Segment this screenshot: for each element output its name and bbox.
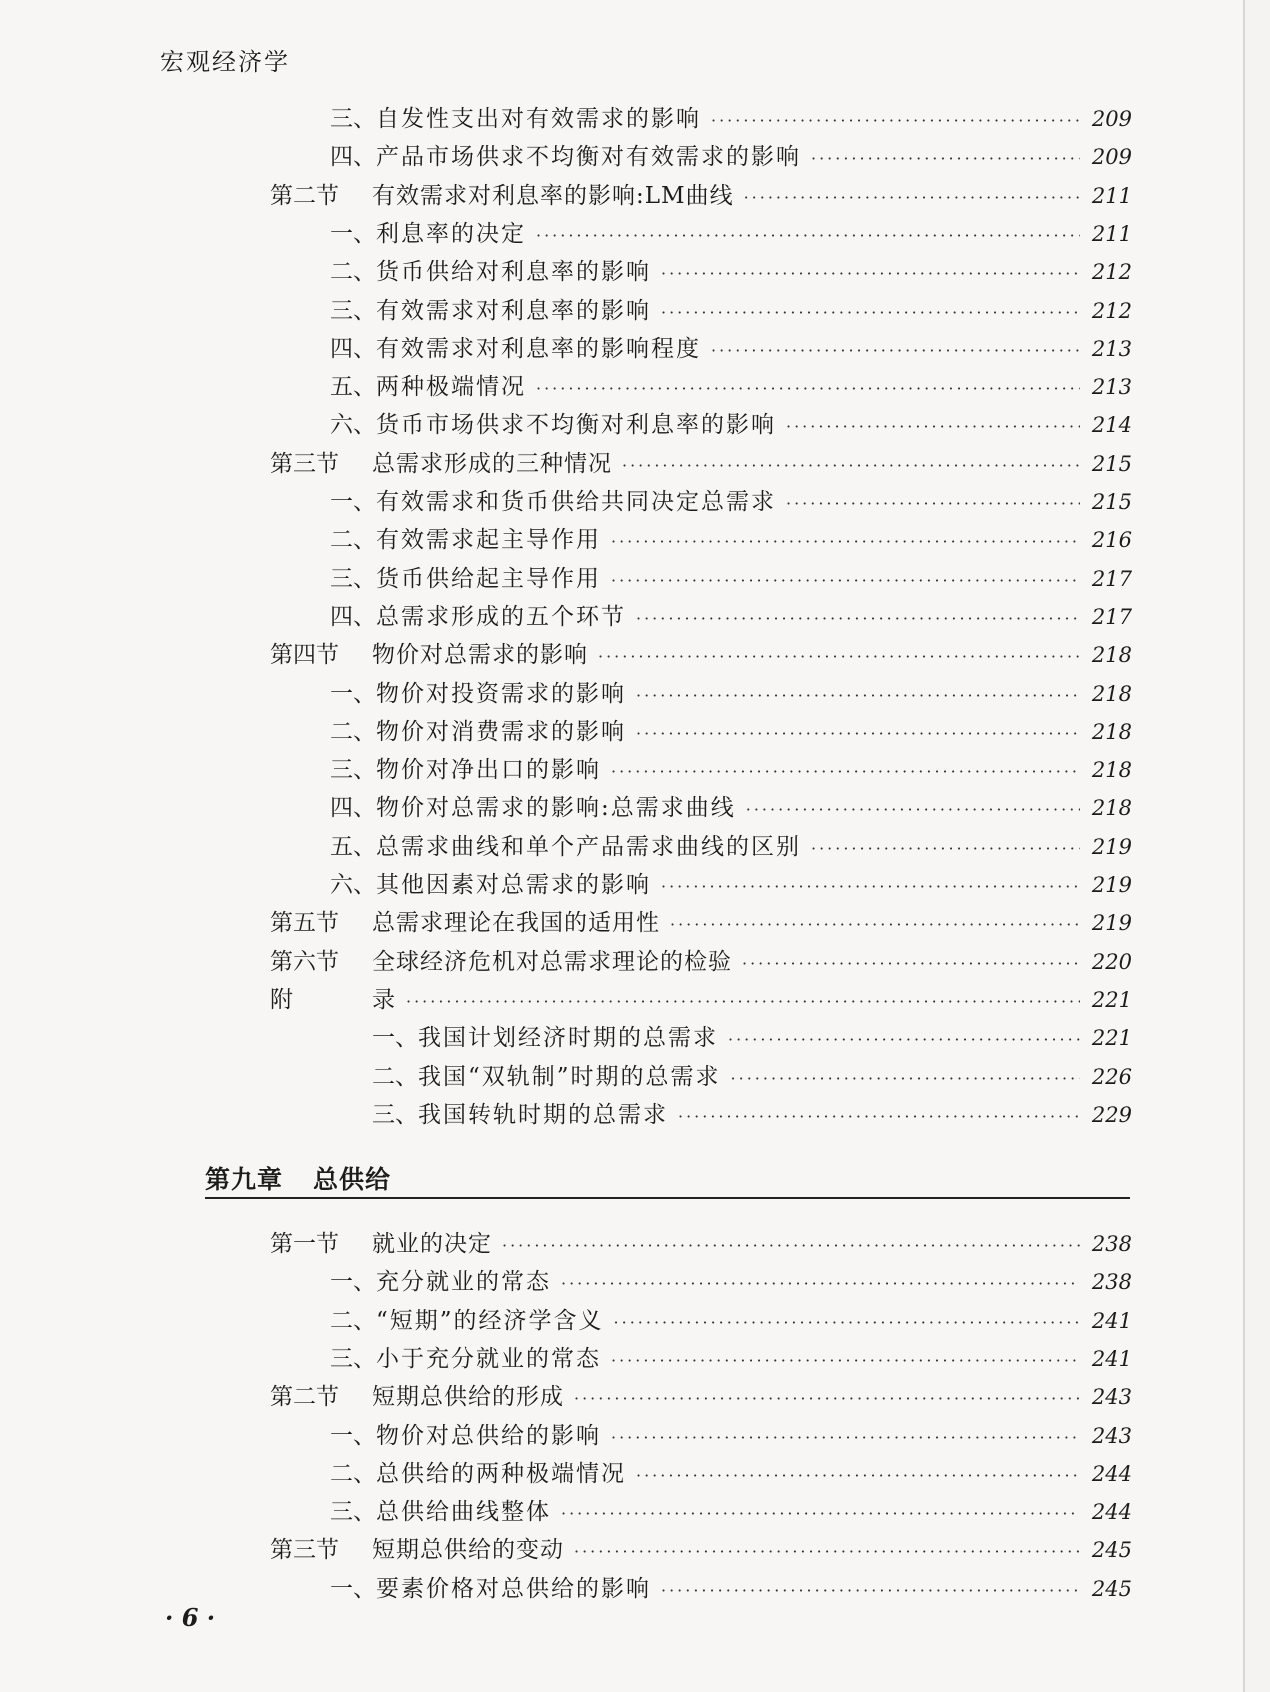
toc-entry-title: 全球经济危机对总需求理论的检验 bbox=[372, 948, 732, 975]
toc-entry-title: 总需求曲线和单个产品需求曲线的区别 bbox=[376, 833, 801, 860]
toc-entry-number: 三、 bbox=[372, 1101, 418, 1128]
toc-entry[interactable] bbox=[330, 828, 1132, 862]
toc-entry-number: 四、 bbox=[330, 603, 376, 630]
toc-entry[interactable] bbox=[330, 292, 1132, 326]
toc-entry-number: 一、 bbox=[330, 680, 376, 707]
toc-entry-label bbox=[330, 521, 601, 554]
toc-leader-dots bbox=[786, 417, 1080, 436]
toc-page-number: 238 bbox=[1091, 1232, 1132, 1256]
toc-page-number: 211 bbox=[1091, 183, 1132, 208]
toc-entry[interactable] bbox=[330, 138, 1132, 172]
toc-entry-title: 我国转轨时期的总需求 bbox=[418, 1101, 668, 1128]
toc-entry-title: 就业的决定 bbox=[372, 1231, 492, 1257]
toc-entry-number: 四、 bbox=[330, 795, 376, 822]
toc-entry-label bbox=[372, 1019, 718, 1052]
toc-page-number: 218 bbox=[1091, 681, 1132, 706]
toc-page-number: 218 bbox=[1091, 643, 1132, 668]
toc-entry[interactable] bbox=[330, 330, 1132, 364]
toc-leader-dots bbox=[731, 1069, 1080, 1088]
toc-page-number: 221 bbox=[1091, 1026, 1132, 1051]
toc-page-number: 219 bbox=[1091, 911, 1132, 936]
toc-entry-label bbox=[270, 1531, 564, 1564]
toc-entry-title: 物价对净出口的影响 bbox=[376, 757, 601, 784]
toc-entry-label bbox=[330, 828, 801, 861]
toc-entry-title: “短期”的经济学含义 bbox=[376, 1307, 604, 1334]
toc-page-number: 213 bbox=[1091, 336, 1132, 361]
toc-page-number: 211 bbox=[1091, 221, 1132, 246]
toc-entry-number: 六、 bbox=[330, 412, 376, 439]
toc-entry-label bbox=[330, 215, 526, 248]
toc-entry-number: 附 bbox=[270, 986, 293, 1013]
chapter-label: 第九章 bbox=[205, 1165, 284, 1194]
toc-entry-title: 有效需求对利息率的影响程度 bbox=[376, 335, 701, 362]
toc-entry-label bbox=[330, 866, 651, 899]
toc-entry-title: 物价对投资需求的影响 bbox=[376, 680, 626, 707]
toc-leader-dots bbox=[711, 111, 1080, 130]
toc-entry[interactable] bbox=[330, 713, 1132, 747]
toc-entry-number: 三、 bbox=[330, 106, 376, 132]
toc-entry-title: 总需求理论在我国的适用性 bbox=[372, 910, 660, 937]
toc-leader-dots bbox=[661, 877, 1080, 896]
toc-page-number: 244 bbox=[1091, 1461, 1132, 1486]
toc-entry-label bbox=[330, 253, 651, 286]
toc-entry-label bbox=[270, 177, 734, 210]
toc-entry-title: 要素价格对总供给的影响 bbox=[376, 1575, 651, 1602]
toc-entry-number: 第一节 bbox=[270, 1231, 339, 1257]
toc-entry-title: 其他因素对总需求的影响 bbox=[376, 872, 651, 898]
toc-leader-dots bbox=[786, 494, 1080, 513]
toc-entry[interactable] bbox=[330, 751, 1132, 785]
toc-entry-label bbox=[330, 330, 701, 363]
toc-leader-dots bbox=[728, 1030, 1080, 1049]
toc-entry[interactable] bbox=[330, 1340, 1132, 1374]
toc-entry[interactable] bbox=[270, 943, 1132, 977]
toc-leader-dots bbox=[536, 226, 1080, 245]
toc-page-number: 219 bbox=[1091, 834, 1132, 859]
toc-page-number: 218 bbox=[1091, 719, 1132, 744]
toc-entry-number: 三、 bbox=[330, 565, 376, 592]
toc-page-number: 241 bbox=[1091, 1346, 1132, 1371]
toc-entry-title: 短期总供给的变动 bbox=[372, 1537, 564, 1564]
toc-entry-title: 货币供给起主导作用 bbox=[376, 565, 601, 592]
toc-entry[interactable] bbox=[372, 1058, 1132, 1092]
toc-leader-dots bbox=[744, 188, 1080, 207]
toc-entry[interactable] bbox=[270, 177, 1132, 211]
toc-entry-number: 三、 bbox=[330, 757, 376, 784]
toc-entry-title: 自发性支出对有效需求的影响 bbox=[376, 106, 701, 132]
toc-entry-label bbox=[330, 560, 601, 593]
toc-leader-dots bbox=[598, 647, 1080, 666]
toc-entry[interactable] bbox=[330, 1570, 1132, 1604]
toc-entry-number: 第三节 bbox=[270, 1537, 339, 1564]
page-folio: · 6 · bbox=[165, 1603, 216, 1632]
toc-entry[interactable] bbox=[330, 521, 1132, 555]
toc-entry-number: 四、 bbox=[330, 144, 376, 171]
toc-page-number: 220 bbox=[1091, 949, 1132, 974]
toc-entry-label bbox=[270, 943, 732, 976]
toc-entry-number: 二、 bbox=[330, 259, 376, 286]
toc-entry-label bbox=[372, 1058, 721, 1091]
toc-entry[interactable] bbox=[330, 560, 1132, 594]
toc-page-number: 245 bbox=[1091, 1538, 1132, 1563]
toc-entry[interactable] bbox=[270, 1225, 1132, 1259]
toc-entry-label bbox=[330, 713, 626, 746]
toc-entry-title: 短期总供给的形成 bbox=[372, 1384, 564, 1411]
toc-leader-dots bbox=[636, 686, 1080, 705]
toc-entry-label bbox=[270, 636, 588, 669]
toc-entry-label bbox=[330, 100, 701, 133]
toc-leader-dots bbox=[636, 1466, 1080, 1485]
toc-entry-number: 第五节 bbox=[270, 910, 339, 937]
toc-entry-label bbox=[330, 1493, 551, 1526]
toc-leader-dots bbox=[611, 1428, 1080, 1447]
toc-entry-number: 二、 bbox=[372, 1063, 418, 1090]
toc-entry-title: 录 bbox=[372, 986, 396, 1013]
toc-leader-dots bbox=[611, 1351, 1080, 1370]
toc-entry-title: 产品市场供求不均衡对有效需求的影响 bbox=[376, 144, 801, 171]
toc-entry-title: 有效需求对利息率的影响:LM曲线 bbox=[372, 182, 734, 209]
toc-entry-title: 利息率的决定 bbox=[376, 220, 526, 247]
toc-entry-title: 我国“双轨制”时期的总需求 bbox=[418, 1063, 721, 1090]
toc-entry-number: 四、 bbox=[330, 335, 376, 362]
toc-page-number: 214 bbox=[1091, 413, 1132, 438]
toc-leader-dots bbox=[670, 915, 1080, 934]
toc-entry-label bbox=[330, 1570, 651, 1603]
toc-leader-dots bbox=[536, 379, 1080, 398]
toc-leader-dots bbox=[574, 1542, 1080, 1561]
toc-entry[interactable] bbox=[270, 636, 1132, 670]
toc-page-number: 241 bbox=[1091, 1308, 1132, 1333]
toc-entry[interactable] bbox=[330, 483, 1132, 517]
toc-entry-number: 一、 bbox=[330, 1575, 376, 1602]
toc-entry-number: 二、 bbox=[330, 718, 376, 745]
toc-page-number: 245 bbox=[1091, 1576, 1132, 1601]
toc-entry[interactable] bbox=[330, 406, 1132, 440]
toc-entry-title: 物价对消费需求的影响 bbox=[376, 718, 626, 745]
toc-leader-dots bbox=[661, 264, 1080, 283]
toc-entry-title: 小于充分就业的常态 bbox=[376, 1345, 601, 1372]
toc-entry[interactable] bbox=[270, 904, 1132, 938]
chapter-rule bbox=[205, 1197, 1130, 1199]
toc-entry-title: 总需求形成的三种情况 bbox=[372, 450, 612, 477]
toc-leader-dots bbox=[661, 303, 1080, 322]
toc-entry[interactable] bbox=[270, 981, 1132, 1015]
toc-leader-dots bbox=[611, 532, 1080, 551]
toc-leader-dots bbox=[561, 1274, 1080, 1293]
toc-entry-title: 货币供给对利息率的影响 bbox=[376, 259, 651, 286]
toc-entry-title: 总供给曲线整体 bbox=[376, 1499, 551, 1526]
toc-leader-dots bbox=[678, 1107, 1080, 1126]
toc-leader-dots bbox=[611, 571, 1080, 590]
toc-entry-number: 第四节 bbox=[270, 642, 339, 669]
toc-entry-label bbox=[270, 1225, 492, 1258]
toc-leader-dots bbox=[611, 762, 1080, 781]
toc-entry-number: 五、 bbox=[330, 374, 376, 401]
toc-entry-number: 三、 bbox=[330, 1345, 376, 1372]
toc-page-number: 212 bbox=[1091, 298, 1132, 323]
toc-leader-dots bbox=[636, 724, 1080, 743]
toc-entry-title: 总供给的两种极端情况 bbox=[376, 1460, 626, 1487]
toc-leader-dots bbox=[574, 1389, 1080, 1408]
toc-entry-number: 三、 bbox=[330, 1499, 376, 1526]
toc-leader-dots bbox=[661, 1581, 1080, 1600]
toc-page-number: 209 bbox=[1091, 107, 1132, 131]
toc-page-number: 215 bbox=[1091, 490, 1132, 514]
toc-page-number: 212 bbox=[1091, 260, 1132, 285]
toc-entry-label bbox=[270, 904, 660, 937]
toc-entry-number: 第二节 bbox=[270, 182, 339, 209]
toc-leader-dots bbox=[746, 800, 1080, 819]
toc-leader-dots bbox=[614, 1313, 1080, 1332]
toc-entry-number: 一、 bbox=[330, 489, 376, 515]
toc-page-number: 218 bbox=[1091, 796, 1132, 821]
toc-entry-label bbox=[330, 1455, 626, 1488]
toc-page-number: 243 bbox=[1091, 1385, 1132, 1410]
toc-entry-label bbox=[330, 1417, 601, 1450]
toc-page-number: 226 bbox=[1091, 1064, 1132, 1089]
toc-entry-title: 两种极端情况 bbox=[376, 374, 526, 401]
toc-entry[interactable] bbox=[330, 598, 1132, 632]
toc-leader-dots bbox=[406, 992, 1080, 1011]
toc-entry-number: 二、 bbox=[330, 1307, 376, 1334]
toc-page-number: 217 bbox=[1091, 566, 1132, 591]
toc-entry[interactable] bbox=[330, 368, 1132, 402]
toc-page-number: 215 bbox=[1091, 451, 1132, 476]
toc-entry-label bbox=[330, 789, 736, 822]
running-head: 宏观经济学 bbox=[160, 48, 290, 76]
chapter-heading bbox=[205, 1160, 391, 1196]
toc-entry-label bbox=[330, 138, 801, 171]
toc-entry-number: 五、 bbox=[330, 833, 376, 860]
toc-entry-label bbox=[330, 1263, 551, 1296]
toc-entry-label bbox=[330, 675, 626, 708]
toc-page-number: 209 bbox=[1091, 145, 1132, 170]
toc-entry-title: 我国计划经济时期的总需求 bbox=[418, 1025, 718, 1052]
toc-page-number: 217 bbox=[1091, 604, 1132, 629]
toc-entry-number: 一、 bbox=[330, 1269, 376, 1296]
toc-entry-label bbox=[372, 1096, 668, 1129]
toc-page-number: 243 bbox=[1091, 1423, 1132, 1448]
toc-entry[interactable] bbox=[372, 1019, 1132, 1053]
toc-entry-label bbox=[330, 406, 776, 439]
toc-entry-label bbox=[330, 292, 651, 325]
toc-leader-dots bbox=[811, 839, 1080, 858]
toc-entry-title: 有效需求和货币供给共同决定总需求 bbox=[376, 489, 776, 515]
toc-page-number: 213 bbox=[1091, 375, 1132, 400]
toc-entry[interactable] bbox=[330, 1263, 1132, 1297]
toc-entry-title: 总需求形成的五个环节 bbox=[376, 603, 626, 630]
toc-leader-dots bbox=[502, 1236, 1080, 1255]
toc-entry-label bbox=[330, 483, 776, 516]
chapter-title: 总供给 bbox=[313, 1165, 392, 1194]
toc-entry[interactable] bbox=[330, 675, 1132, 709]
toc-entry-number: 二、 bbox=[330, 1460, 376, 1487]
toc-page-number: 216 bbox=[1091, 528, 1132, 553]
toc-leader-dots bbox=[636, 609, 1080, 628]
toc-leader-dots bbox=[622, 456, 1080, 475]
toc-entry[interactable] bbox=[330, 100, 1132, 134]
toc-entry-title: 物价对总需求的影响:总需求曲线 bbox=[376, 795, 736, 822]
toc-leader-dots bbox=[742, 954, 1080, 973]
toc-page-number: 238 bbox=[1091, 1270, 1132, 1295]
toc-entry[interactable] bbox=[330, 1493, 1132, 1527]
toc-entry[interactable] bbox=[270, 1531, 1132, 1565]
toc-entry-number: 一、 bbox=[372, 1025, 418, 1052]
toc-entry[interactable] bbox=[372, 1096, 1132, 1130]
toc-entry[interactable] bbox=[330, 866, 1132, 900]
toc-entry-label bbox=[330, 1302, 604, 1335]
toc-entry-title: 货币市场供求不均衡对利息率的影响 bbox=[376, 412, 776, 439]
toc-page-number: 218 bbox=[1091, 758, 1132, 783]
toc-entry-title: 充分就业的常态 bbox=[376, 1269, 551, 1296]
toc-entry-number: 一、 bbox=[330, 1422, 376, 1449]
toc-entry-label bbox=[330, 598, 626, 631]
toc-entry[interactable] bbox=[330, 789, 1132, 823]
toc-entry-title: 有效需求起主导作用 bbox=[376, 527, 601, 554]
toc-entry-title: 物价对总需求的影响 bbox=[372, 642, 588, 669]
toc-page-number: 229 bbox=[1091, 1102, 1132, 1127]
toc-entry-number: 一、 bbox=[330, 220, 376, 247]
toc-page-number: 219 bbox=[1091, 873, 1132, 897]
toc-entry[interactable] bbox=[270, 445, 1132, 479]
toc-entry-label bbox=[330, 368, 526, 401]
toc-entry-title: 物价对总供给的影响 bbox=[376, 1422, 601, 1449]
toc-leader-dots bbox=[561, 1504, 1080, 1523]
toc-entry-label bbox=[270, 1378, 564, 1411]
toc-entry-number: 二、 bbox=[330, 527, 376, 554]
toc-page-number: 221 bbox=[1091, 987, 1132, 1012]
toc-entry[interactable] bbox=[330, 1302, 1132, 1336]
toc-entry[interactable] bbox=[270, 1378, 1132, 1412]
toc-entry-number: 六、 bbox=[330, 872, 376, 898]
toc-entry[interactable] bbox=[330, 215, 1132, 249]
toc-entry-label bbox=[330, 751, 601, 784]
toc-entry-title: 有效需求对利息率的影响 bbox=[376, 297, 651, 324]
toc-entry-number: 第六节 bbox=[270, 948, 339, 975]
toc-entry-number: 第三节 bbox=[270, 450, 339, 477]
toc-entry-label bbox=[330, 1340, 601, 1373]
toc-entry[interactable] bbox=[330, 1417, 1132, 1451]
toc-leader-dots bbox=[711, 341, 1080, 360]
toc-entry-number: 三、 bbox=[330, 297, 376, 324]
toc-entry-label bbox=[270, 981, 396, 1014]
toc-entry-number: 第二节 bbox=[270, 1384, 339, 1411]
toc-leader-dots bbox=[811, 149, 1080, 168]
toc-entry[interactable] bbox=[330, 1455, 1132, 1489]
toc-entry[interactable] bbox=[330, 253, 1132, 287]
toc-entry-label bbox=[270, 445, 612, 478]
toc-page-number: 244 bbox=[1091, 1500, 1132, 1525]
